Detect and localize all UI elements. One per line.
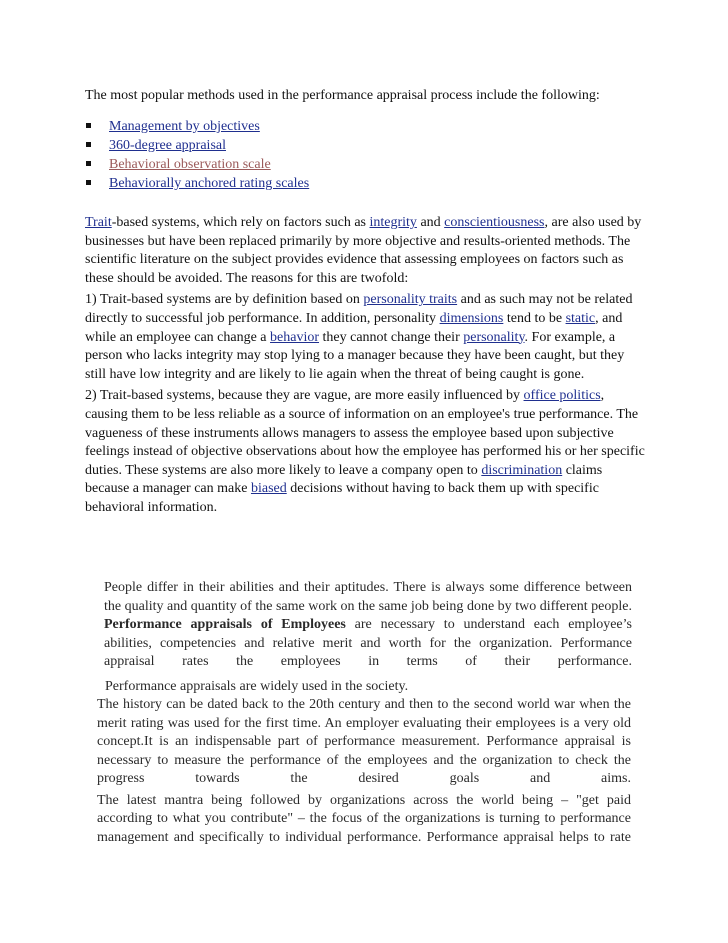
text-run: and as such may not be related directly to successful job performance. In addition, personality — [85, 292, 633, 326]
text-run: tend to be — [503, 310, 566, 326]
text-run: are necessary to understand each employee’s abilities, competencies and relative merit and worth for the organization. Performance appraisal rates the employees in terms of their performance. — [104, 617, 632, 670]
bullet-icon — [86, 123, 91, 128]
list-item — [85, 155, 645, 174]
link-behavior[interactable]: behavior — [270, 329, 320, 345]
text-run: , are also used by businesses but have been replaced primarily by more objective and results-oriented methods. The scientific literature on the subject provides evidence that assessing employees on factors such as these should be avoided. The reasons for this are twofold: — [85, 215, 642, 286]
paragraph-reason-2 — [85, 387, 645, 517]
text-run: 2) Trait-based systems, because they are vague, are more easily influenced by — [85, 388, 524, 404]
link-conscientiousness[interactable]: conscientiousness — [444, 215, 545, 230]
text-run: -based systems, which rely on factors such as — [111, 215, 370, 230]
text-run: and — [416, 215, 445, 230]
text-run: People differ in their abilities and their aptitudes. There is always some difference between the quality and quantity of the same work on the same job being done by two different people. — [104, 580, 632, 614]
link-integrity[interactable]: integrity — [369, 215, 417, 230]
link-discrimination[interactable]: discrimination — [481, 462, 563, 478]
text-run: , causing them to be less reliable as a source of information on an employee's true performance. The vagueness of these instruments allows managers to assess the employee based upon subjective feelings instead of objective observations about how the employee has performed his or her specific duties. These systems are also more likely to leave a company open to — [85, 388, 645, 478]
list-item — [85, 136, 645, 155]
paragraph-reason-1 — [85, 291, 645, 384]
text-run: 1) Trait-based systems are by definition based on — [85, 292, 364, 308]
text-run: , and while an employee can change a — [85, 310, 623, 345]
link-personality[interactable]: personality — [463, 329, 525, 345]
link-office-politics[interactable]: office politics — [523, 388, 601, 404]
link-static[interactable]: static — [565, 310, 596, 326]
link-360-degree-appraisal[interactable]: 360-degree appraisal — [109, 138, 226, 153]
people-differ-section — [104, 579, 632, 672]
text-run: claims because a manager can make — [85, 462, 603, 497]
latest-mantra-section — [97, 792, 631, 847]
text-run: . For example, a person who lacks integrity may stop lying to a manager because they have been caught, but they still have low integrity and are likely to lie again when the threat of being caught is gone. — [85, 329, 625, 382]
history-section — [97, 678, 631, 788]
bold-term: Performance appraisals of Employees — [104, 617, 346, 633]
link-behavioral-observation-scale[interactable]: Behavioral observation scale — [109, 157, 271, 172]
history-first-line: Performance appraisals are widely used in the society. — [105, 679, 409, 694]
paragraph-latest-mantra: The latest mantra being followed by organizations across the world being – "get paid according to what you contribute" – the focus of the organizations is turning to performance management and specifically to individual performance. Performance appraisal helps to rate — [97, 793, 631, 845]
intro-text: The most popular methods used in the performance appraisal process include the following: — [85, 88, 600, 103]
paragraph-trait-based — [85, 214, 645, 288]
paragraph-people-differ — [104, 579, 632, 672]
text-run: they cannot change their — [319, 329, 464, 345]
bullet-icon — [86, 142, 91, 147]
trait-based-section — [85, 214, 645, 521]
list-item — [85, 174, 645, 193]
link-trait[interactable]: Trait — [85, 215, 112, 230]
link-management-by-objectives[interactable]: Management by objectives — [109, 119, 260, 134]
link-biased[interactable]: biased — [250, 481, 287, 497]
link-dimensions[interactable]: dimensions — [439, 310, 504, 326]
text-run: decisions without having to back them up with specific behavioral information. — [85, 481, 599, 515]
list-item — [85, 117, 645, 136]
bullet-icon — [86, 161, 91, 166]
link-personality-traits[interactable]: personality traits — [363, 292, 458, 308]
paragraph-history: The history can be dated back to the 20th century and then to the second world war when the merit rating was used for the first time. An employer evaluating their employees is a very old concept.It is an indispensable part of performance measurement. Performance appraisal is necessary to measure the performance of the employees and the organization to check the progress towards the desired goals and aims. — [97, 697, 631, 787]
link-behaviorally-anchored-rating-scales[interactable]: Behaviorally anchored rating scales — [109, 176, 310, 191]
bullet-icon — [86, 180, 91, 185]
methods-list — [85, 117, 645, 193]
